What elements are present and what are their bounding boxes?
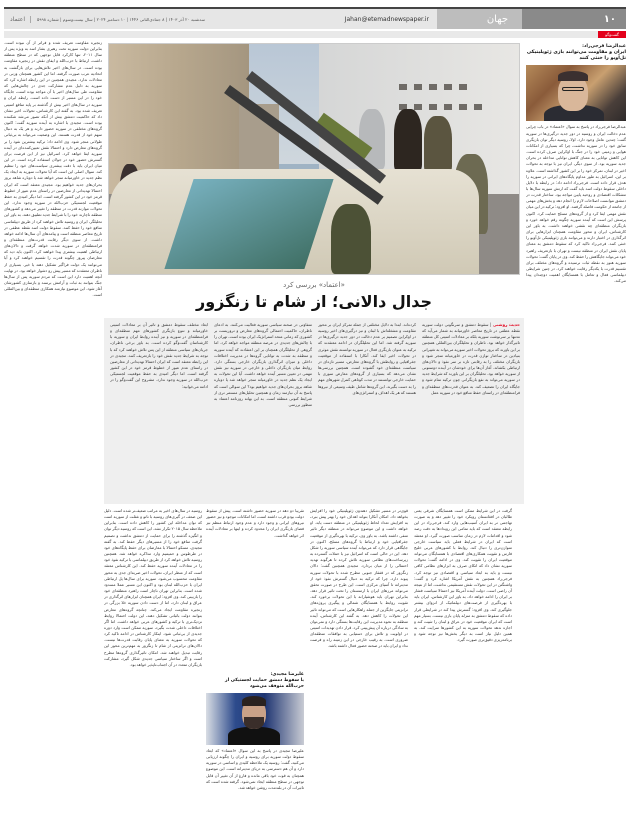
lead-column-1 [422, 322, 520, 500]
lower-column-2: قوی‌تر در مسیر تشکیل دهندون ژئوپلیتیکی خود را افزایش بخواهد داد. امکان آنکارا بتواند اهداف خود را بهتر پیش ببرد، به افزایش تعداد لحاظ ژئوپلیتیکی در منطقه دست یابد. او خواهد داشت و این موضوع می‌تواند در منطقه دیگر تاثیر منفی داشته باشد. به باور وی، ترکیه با بهره‌گیری از موقعیت جغرافیایی خود و ارتباط با گروه‌های مسلح، اکنون در جایگاهی قرار دارد که می‌تواند آینده سیاسی سوریه را شکل دهد. این در حالی است که اسرائیل نیز با حملات گسترده به زیرساخت‌های نظامی سوریه تلاش کرده تا هرگونه تهدید احتمالی را از میان بردارد. مجیدی همچنین گفت: دالان زنگزور که در قفقاز جنوبی مطرح شده با تحولات سوریه پیوند دارد، چرا که ترکیه به دنبال گسترش نفوذ خود از مدیترانه تا آسیای مرکزی است. این طرح در صورت تحقق می‌تواند مرزهای ایران با ارمنستان را تحت تاثیر قرار دهد. بنابراین تهران باید هوشیارانه با این تحولات برخورد کند. تقویت روابط با همسایگان شمالی و پیگیری پروژه‌های ترانزیتی جایگزین از جمله راهکارهایی است که می‌تواند تاثیر این تحولات را کاهش دهد. به گفته این کارشناس، آینده منطقه به نحوه مدیریت این رقابت‌ها بستگی دارد و نمی‌توان به سادگی درباره آن پیش‌بینی کرد. قرار دادن تهدیدات امنیتی در اولویت و تلاش برای دستیابی به توافقات منطقه‌ای ضروری است. به رقیب خارجی در این زمینه راه و فرصت نداد و ایران باید در صحنه حضور فعال داشته باشد. [310, 508, 408, 649]
header-dateline-area [4, 9, 317, 29]
photo-window [444, 104, 452, 110]
photo-figure-hair [242, 696, 266, 706]
photo-driver [331, 204, 371, 274]
lead-column-1-text: سقوط دمشق و سرنگونی دولت سوریه نقطه عطفی در تاریخ معاصر خاورمیانه به شمار می‌آید که نه‌تنها بر سرنوشت سوریه بلکه بر معادلات امنیتی کل منطقه تاثیرگذار خواهد بود. ناظران و تحلیلگران بین‌المللی همچنین بر این باورند که بروز تحولات اخیر سوریه می‌تواند به تغییراتی بنیادین در ساختار توازن قدرت در خاورمیانه منجر شود و بازیگران مختلف را به رقابتی تازه بر سر نفوذ و دالان‌های ارتباطی بکشاند. آغاز آن‌ها برای خودشان در آینده دوستونی از سوریه خواهد بود. تحلیلگران بر این باورند که شرایط جدید در سوریه می‌تواند به نفع بازیگرانی چون ترکیه تمام شود و جایگاه ایران را تضعیف کند. به عنوان قدرت‌های منطقه‌ای و فرامنطقه‌ای در راستای حفظ منافع خود در سوریه عمل [422, 322, 520, 395]
lead-column-4: ابعاد مختلف سقوط دمشق و تاثیر آن بر معادلات امنیتی خاورمیانه و تنوع بازیگری کشورهای مهم منطقه‌ای و فرامنطقه‌ای در سوریه و نیز آینده روابط ایران و سوریه با کارشناسان گفت‌وگو کرده است. به باور برخی ناظران، جریان‌های سیاسی منطقه از این پس تلاش خواهند کرد که با توجه به شرایط جدید نقش خود را بازتعریف کنند. مجیدی در این رابطه معتقد است که ایران احتمالا تهدیداتی از معارضین در راستای عدم عبور از خطوط قرمز خود در این کشور گرفته است. اما دیگر امیدی به حفظ موقعیت لجستیکی حزب‌الله در سوریه وجود ندارد. مشروح این گفت‌وگو را در ادامه می‌خوانید: [110, 322, 208, 389]
main-photo [108, 43, 520, 275]
photo-window [414, 104, 422, 110]
lead-column-3: متفاوتی در صحنه سیاسی سوریه فعالیت می‌کنند. به ادعای ناظران، حاکمیت احتمالی گروه‌های معارض و تروریست بر کشوری که زمانی متحد استراتژیک ایران بوده است، تهران را با چالش‌های جدیدی در عرصه منطقه مواجه خواهد کرد. اما گروهی از تحلیلگران همچنان بر این اعتقادند که آینده سوریه و منطقه به شدت به توانایی گروه‌ها در مدیریت اختلافات داخلی و میزان اثرگذاری بازیگران خارجی بستگی دارد. روابط میان بازیگران داخلی و خارجی در سوریه نیز نقش مهمی در تعیین مسیر آینده خواهد داشت. آیا این تحولات به ایجاد یک نظم جدید در خاورمیانه منجر خواهد شد یا دوباره شاهد بروز بحران‌های جدید خواهیم بود؟ این سوالی است که پاسخ به آن نیازمند زمان و همچنین تحلیل‌های مستمر تری از شرایط کنونی منطقه است. به این بهانه روزنامه اعتماد به منظور بررسی [214, 322, 312, 408]
left-column-text: زنجیره مقاومت تعریف شده و فراتر از آن نبوده است. بنابراین دولت سوریه تحت رهبری بشار اسد به ویژه پس از سال ۲۰۱۱، تنها کارکرد قابل توجهی که در سطح منطقه داشت، ارتباط با حزب‌الله و ایفای نقش در زنجیره مقاومت بوده است. در سال‌های اخیر تلاش‌هایی برای بازگشت به اتحادیه عرب صورت گرفته، اما این کشور همچنان وزنی در معادلات ندارد. مجیدی همچنین در این رابطه اشاره کرد که سوریه به دلیل عدم مشارکت جدی در چالش‌هایی که مقاومت طی سال‌های اخیر با آن مواجه بوده است، جایگاه خود را در این مسیر از دست داده است. رابطه ایران و سوریه در سال‌های اخیر بیش از گذشته بر پایه منافع امنیتی تعریف شده بود. به گفته این کارشناس، تحولات اخیر نشان داد که حاکمیت دمشق بیش از آنکه تصور می‌شد شکننده بوده است. مجیدی با اشاره به آینده سوریه گفت: اکنون گروه‌های مختلفی در سوریه حضور دارند و هر یک به دنبال سهم خود از قدرت هستند. این وضعیت می‌تواند به بی‌ثباتی طولانی منجر شود. وی ادامه داد: ترکیه بیشترین نفوذ را بر گروه‌های معارض دارد و احتمالا نقش تعیین‌کننده‌ای در آینده سوریه ایفا خواهد کرد. اسرائیل نیز از این فرصت برای گسترش حضور خود در جولان استفاده کرده است. در این میان ایران باید با دقت بیشتری سیاست‌های خود را تنظیم کند. سوال اصلی این است که آیا تحولات سوریه به ایجاد یک نظم جدید در خاورمیانه منجر خواهد شد یا دوباره شاهد بروز بحران‌های جدید خواهیم بود. مجیدی معتقد است که ایران احتمالا تهدیداتی از معارضین در راستای عدم عبور از خطوط قرمز خود در این کشور گرفته است. اما دیگر امیدی به حفظ موقعیت لجستیکی حزب‌الله در سوریه وجود ندارد. این تحولات موازنه قدرت در منطقه را تغییر می‌دهد و کشورهای منطقه ناچارند خود را با شرایط جدید تطبیق دهند. به باور این تحلیلگر، ایران و روسیه تلاش خواهند کرد از طریق دیپلماسی منافع خود را حفظ کنند. سقوط دولت اسد نقطه عطفی در تاریخ معاصر منطقه است و پیامدهای آن سال‌ها ادامه خواهد داشت. از سوی دیگر رقابت قدرت‌های منطقه‌ای و فرامنطقه‌ای در سوریه شدت خواهد گرفت و دالان‌های ارتباطی اهمیت بیشتری پیدا خواهند کرد. اکنون باید دید که معارضان پیروز چگونه قدرت را تقسیم خواهند کرد و آیا می‌توانند یک دولت فراگیر تشکیل دهند یا خیر. بسیاری از ناظران معتقدند که مسیر پیش رو دشوار خواهد بود. در نهایت آنچه اهمیت دارد این است که مردم سوریه پس از سال‌ها جنگ بتوانند به ثبات و آرامش برسند و بازسازی کشورشان آغاز شود. این موضوع نیازمند همکاری منطقه‌ای و بین‌المللی است. [4, 40, 102, 298]
masthead-logo: اعتماد [10, 16, 31, 23]
byline-separator: | [488, 322, 492, 327]
interview-title: ایران و مقاومت می‌توانند بازی ژئوپلیتیکی تل‌آویو را خنثی کنند [526, 50, 626, 62]
page-number: ۱۰ [522, 9, 626, 29]
interview-body: عبدالرضا فرجی‌راد در پاسخ به سوال «اعتماد» در باب چرایی عدم دخالت ایران و روسیه در دور جدید درگیری‌ها در سوریه گفت: چندین عامل وجود دارد. اولا، روسیه دیگر توان بازیگری سابق خود را در سوریه نداشت، چرا که بسیاری از امکانات هوایی و زمینی خود را در جنگ با اوکراین صرف کرده است. این کاهش توانایی به معنای کاهش توانایی مداخله در بحران جدید سوریه بود. از سوی دیگر، ایران نیز با توجه به تحولات اخیر در لبنان، تمرکز خود را بر این کشور گذاشته است. علاوه بر این، اسرائیل به طور مداوم پایگاه‌های ایرانی در سوریه را هدف قرار داده است. فرجی‌راد ادامه داد: در رابطه با دلایل داخلی سقوط دولت اسد باید گفت که ارتش سوریه سال‌ها با مشکلات اقتصادی و روحیه پایین مواجه بود. ساختار قدرت در دمشق نتوانست اصلاحات لازم را انجام دهد و بخش‌های مهمی از جامعه از حکومت فاصله گرفتند. او افزود: ترکیه در این میان نقش مهمی ایفا کرد و از گروه‌های مسلح حمایت کرد. اکنون پرسش این است که آینده سوریه چگونه رقم خواهد خورد و بازیگران منطقه‌ای چه نقشی خواهند داشت. به باور این کارشناس، ایران و محور مقاومت همچنان ابزارهایی برای اثرگذاری در اختیار دارند و می‌توانند بازی ژئوپلیتیکی تل‌آویو را خنثی کنند. فرجی‌راد تاکید کرد که سقوط دمشق به معنای پایان نقش ایران در منطقه نیست و تهران با بازتعریف راهبرد خود می‌تواند جایگاهش را حفظ کند. وی در پایان گفت: تحولات سوریه هنوز به نقطه ثبات نرسیده و گروه‌های مختلف برای تقسیم قدرت با یکدیگر رقابت خواهند کرد. در چنین شرایطی دیپلماسی فعال و تعامل با همسایگان اهمیت دوچندان پیدا می‌کند. [526, 124, 626, 284]
majidi-text-below: علیرضا مجیدی در پاسخ به این سوال «اعتماد» که ابعاد سقوط دولت سوریه برای روسیه و ایران را چگونه ارزیابی می‌کنید، گفت: روسیه یک ملاحظه کلیدی و اساسی در سوریه دارد و آن هم دسترسی به دریای مدیترانه است. این موضوع همچنان به قوت خود باقی مانده و فارغ از آن تغییر آن قابل توجهی در سطح منطقه ایجاد نمی‌شود. گرفته شده است که تاثیرات آن در بلندمدت روشن خواهد شد. [206, 748, 304, 790]
majidi-photo [206, 693, 304, 745]
photo-figure-body [228, 727, 280, 745]
interview-kicker: عبدالرضا فرجی‌راد: [582, 44, 626, 49]
photo-fighter [424, 116, 452, 172]
lead-column-2: کرده‌اند. ابتدا به دلایل مختلفی از جمله تمرکز ایران بر محور مقاومت و مشغله‌اش با لبنان و نیز درگیری‌های اخیر روسیه در اوکراین تصمیم بر عدم دخالت در دور جدید درگیری‌ها در سوریه گرفته شد. اما این تحلیلگران در ادامه معتقدند که ترکیه به عنوان بازیگری فعال در سوریه توانسته نقش موثری در تحولات اخیر ایفا کند. آنکارا با استفاده از موقعیت جغرافیایی و روابطش با گروه‌های معارض، مسیر تازه‌ای در سیاست منطقه‌ای خود گشوده است. همچنین بررسی‌ها نشان می‌دهد که بسیاری از گروه‌های معارض سوری با حمایت خارجی توانستند در مدت کوتاهی کنترل شهرهای مهم را به دست بگیرند. این گروه‌ها شامل طیف وسیعی از نیروها هستند که هر یک اهداف و استراتژی‌های [318, 322, 416, 395]
photo-window [459, 84, 467, 90]
lead-article-box [104, 318, 524, 504]
interview-tag: گفت‌وگو [598, 31, 626, 38]
interview-sidebar [526, 40, 626, 816]
majidi-kicker: علیرضا مجیدی: [270, 672, 304, 677]
photo-figure-hair [558, 71, 588, 81]
photo-window [444, 84, 452, 90]
photo-window [474, 104, 482, 110]
lower-column-1: روسیه در سال‌های اخیر به مراتب ضعیف‌تر شده است. دلیل این ضعف در گیری‌های روسیه با ناتو و غفلت از سوریه است که توان مداخله این کشور را کاهش داده است. بنابراین ملاحظه سال ۲۰۱۵ تکرار نشد. این است که روسیه دیگر توان و انگیزه گذشته را برای حمایت از دمشق نداشت و تصمیم گرفت منافع خود را از مسیرهای دیگر حفظ کند. به گفته مجیدی، مسکو احتمالا با معارضان برای حفظ پایگاه‌های خود در طرطوس و حمیمیم وارد مذاکره خواهد شد. همچنین روسیه تلاش خواهد کرد از طریق دیپلماسی با ترکیه نفوذ خود را در معادلات آینده سوریه حفظ کند. این کارشناس معتقد است که از منظر ایران، تحولات اخیر ضربه‌ای جدی به محور مقاومت محسوب می‌شود. سوریه برای سال‌ها پل ارتباطی ایران با حزب‌الله لبنان بود و اکنون این مسیر عملا مسدود شده است. بنابراین تهران ناچار است راهبرد منطقه‌ای خود را بازبینی کند. وی افزود: ایران همچنان ابزارهای اثرگذاری در عراق و لبنان دارد، اما از دست دادن سوریه خلا بزرگی در زنجیره مقاومت ایجاد می‌کند. چنانچه گروه‌های معارض بتوانند دولت باثباتی تشکیل دهند، این دولت احتمالا روابط نزدیک‌تری با ترکیه و کشورهای عربی خواهد داشت. اما اگر اختلافات داخلی شدت بگیرد، سوریه ممکن است وارد دوره جدیدی از بی‌ثباتی شود. اینکار کارشناس در ادامه تاکید کرد که تحولات سوریه به معنای پایان رقابت قدرت‌ها نیست. دالان‌های ترانزیتی از شام تا زنگزور به مهم‌ترین محور این رقابت تبدیل خواهند شد. امکان تاثیرگذاری گروه‌ها مطرح است و اگر ساختار سیاسی جدیدی شکل گیرد، مشارکت بازیگران متعدد در آن اجتناب‌ناپذیر خواهد بود. [104, 508, 202, 667]
byline: حدیث روشنی [492, 322, 520, 327]
main-headline: جدال دالانی؛ از شام تا زنگزور [195, 292, 432, 311]
headline-kicker: «اعتماد» بررسی کرد [283, 281, 345, 289]
photo-figure-glasses [562, 87, 584, 91]
photo-figure-beard [244, 717, 264, 729]
majidi-title: با سقوط دمشق حمایت لجستیکی از حزب‌الله متوقف می‌شود [225, 678, 304, 689]
photo-window [459, 104, 467, 110]
majidi-text-above: تقریبا دو دهه در سوریه حضور داشته است. پیش از سقوط دولت بودو قرب داشته است، اما امکانات موجود و نیز حضور نیروهای ایرانی و وجود دارد و عدم وجود ارتباط منظم نیز فضای بازیگری ایران را محدود کرده و اینها بر معادلات آینده اثر خواهد گذاشت. [206, 508, 304, 538]
header-subline [4, 31, 626, 38]
photo-window [429, 104, 437, 110]
photo-windshield [164, 179, 333, 269]
photo-window [399, 84, 407, 90]
photo-window [414, 84, 422, 90]
dateline: سه‌شنبه ۲۰ آذر ۱۴۰۳ | ۸ جمادی‌الثانی ۱۴۴۶ | ۱۰ دسامبر ۲۰۲۴ | سال بیست‌وسوم | شماره ۵۹۹۸ [37, 16, 206, 22]
lower-column-majidi [206, 508, 304, 816]
farajirad-photo [526, 65, 626, 121]
lower-column-3: گرفت در این شرایط ممکن است همسایگان شرقی یعنی طالبان در افغانستان رویکرد خود را تغییر دهد و به صورت تهاجمی تر به ایران آسیب‌هایی وارد کند. فرجی‌راد در این رابطه معتقد است که باید تمامی این رویدادها به دقت رصد شود و اقدامات لازم در زمان مناسب صورت گیرد. او معتقد است که ایران در شرایط فعلی باید سیاست خارجی متوازن‌تری را دنبال کند. روابط با کشورهای عربی خلیج فارس و تقویت همکاری‌های اقتصادی با همسایگان می‌تواند موقعیت ایران را تقویت کند. وی در ادامه گفت: تحولات سوریه نشان داد که اتکای صرف به ابزارهای نظامی کافی نیست و باید به ابعاد سیاسی و اقتصادی نیز توجه کرد. فرجی‌راد همچنین به نقش آمریکا اشاره کرد و گفت: واشنگتن در این تحولات نقش مستقیمی نداشت، اما از نتیجه آن راضی است. دولت آینده آمریکا نیز احتمالا سیاست فشار بر ایران را ادامه خواهد داد. به باور این کارشناس، ایران باید با بهره‌گیری از فرصت‌های دیپلماتیک از انزوای بیشتر جلوگیری کند. وی افزود: گسترش پیدا کند در شرایطی قرار داده که سقوط دمشق به منزله پایان بازی نیست. بسیار مهم است که ایران موقعیت خود در عراق و لبنان را تثبیت کند و اجازه ندهد تحولات سوریه به این کشورها سرایت کند. به همین دلیل نیاز است به دیگر بخش‌ها نیز توجه شود و برنامه‌ریزی دقیق‌تری صورت گیرد. [414, 508, 512, 643]
section-email[interactable]: Jahan@etemadnewspaper.ir [344, 15, 429, 23]
photo-window [429, 84, 437, 90]
page-header [4, 9, 626, 29]
photo-fighter [394, 109, 422, 171]
section-name: جهان [437, 9, 522, 29]
